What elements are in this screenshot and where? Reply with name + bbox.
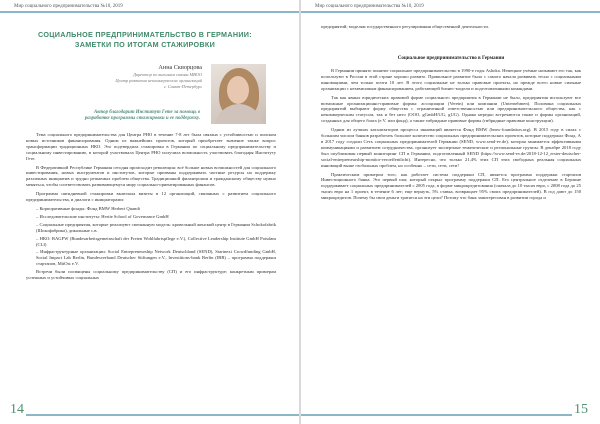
article-body-continued (321, 24, 581, 33)
footer-rule (26, 414, 299, 416)
author-city: г. Санкт-Петербург (163, 83, 202, 89)
author-block (100, 64, 202, 89)
paragraph: Встречи были посвящены социальному предпринимательству (СП) и его инфраструктуре; конкретным примерам успешных и устойчивых социальных (26, 269, 276, 281)
author-photo (211, 64, 266, 124)
ack-line-2: разработке программы стажировки и ее поддержку. (84, 116, 200, 122)
page-number: 15 (574, 402, 588, 417)
author-name: Анна Скворцова (158, 64, 202, 71)
list-item: – Инфраструктурные организации: Social Entrepreneurship Network Deutschland (SEND), Startnext Crowdfunding GmbH, Social Impact Lab Berlin, Bundesverband Deutscher Stiftungen e.V., Investitions-bank Berlin (IBB) – программа поддержки стартапов, MitOst e.V. (36, 249, 276, 267)
paragraph: Тема социального предпринимательства для Центра РНО в течение 7-8 лет была связана с устойчивостью и поиском новых источников финансирования. Одним из важнейших проектов, который приобретает значение также вопрос трансформации традиционных НКО. Это подтвердила стажировка в Германии по социальному предпринимательству и социальному инвестированию, в которой участвовала Центра РНО получила возможность участвовать благодаря Институту Гете. (26, 132, 276, 161)
running-head: Мир социального предпринимательства №10, 2019 (14, 4, 123, 9)
list-item: – НКО: BAGFW (Bundesarbeitsgemeinschaft der Freien Wohlfahrtspflege e.V.), Collective Leadership Institute GmbH Potsdam (CLI) (36, 235, 276, 247)
ack-line-1: Автор благодарит Институт Гете за помощь в (93, 110, 200, 115)
title-line-1: СОЦИАЛЬНОЕ ПРЕДПРИНИМАТЕЛЬСТВО В ГЕРМАНИИ: (38, 30, 252, 39)
acknowledgement (52, 110, 200, 123)
article-body-left (26, 132, 276, 284)
footer-rule (301, 414, 572, 416)
paragraph: Программа пятидневной стажировки включала визиты в 12 организаций, связанных с развитием социального предпринимательства, и диалоги с инициаторами: (26, 191, 276, 203)
list-item: – Исследовательские институты: Hertie School of Governance GmbH (36, 213, 169, 219)
right-page (301, 0, 600, 424)
paragraph: Практическим примером того, как работает система поддержки СП, является программа поддержки стартапов Инвестиционного банка. Это первый шаг, который открыл программу поддержки СП. Его центральное отделение в Берлине поддерживает социальных предпринимателей с 2005 года, в форме микрокредитования (сначала до 10 тысяч евро, с 2008 года до 25 тысяч евро на 1 проект, в течение 6 лет; еще вернуть, 5% ставка, возвращает 95% своих предпринимателей). В год дают до 150 микрокредитов. Почему бы свои деньги тратятся на эти цели? Потому что банк заинтересован в развитии города и (321, 171, 581, 201)
title-line-2: ЗАМЕТКИ ПО ИТОГАМ СТАЖИРОВКИ (74, 39, 216, 49)
page-number: 14 (10, 402, 24, 417)
paragraph: предприятий; моделям государственного регулирования общественной деятельности. (321, 24, 489, 29)
paragraph: Одним из лучших катализаторов процесса инноваций является Фонд BMW (bmw-foundation.org). В 2015 году в силах с большим числом банков разработать большое количество социальных предпринимательских проектов, которые поддержал Фонд. А в 2017 году создали Сеть социальных предпринимателей Германии (SEND, www.send-ev.de), которая занимается эффективными коммуникациями и развитием сотрудничества, организует экспертные тематические и региональные группы. В декабре 2018 году был опубликован первый мониторинг СП в Германии, подготовленный SEND (https://www.send-ev.de/2018-12-12_erster-deutscher-social-entrepreneurship-monitor-veroeffentlicht). Интересно, что только 21,4% этих СП этих свободных реальная социальных инноваций выше глобальных проблем, но особенно – сети, сети, сети! (321, 127, 581, 168)
paragraph: В Германии принято понятие социальное предпринимательство в 1990-е годы Ashoka. Немецкие учёные называют его так, как используют в России в этой стране хорошо развито. Правильное развитие было с самого начала развивать тесно с социальными инновациями, чем только почти 10 лет. В этого социальные не только правовые проекты, но прежде всего новые сильные организации с независимым финансированием, работающей бизнес-модели и подготовленными командами. (321, 68, 581, 91)
section-heading: Социальное предпринимательство в Германии (397, 56, 505, 61)
header-rule (301, 11, 600, 13)
left-page (0, 0, 299, 424)
header-rule (0, 11, 299, 13)
paragraph: В Федеративной Республике Германия сегодня происходит революция: всё больше новых возможностей для социального инвестирования, новых инструментов и институтов, которые призваны поддерживать частные ресурсы на поддержку различных инициатив и трудно решаемых проблем общества. Традиционной филантропии и гражданскому обществу нужно меняться, чтобы соответствовать развивающемуся миру социально-ориентированных финансов. (26, 164, 276, 188)
paragraph: Так как явных юридических правовой форме социального предприятия в Германии не было, предприятия используют все возможные организационно-правовые формы: ассоциации (Verein) или компании (Unternehmen). Половина социальных предприятий выбирают форму общества с ограниченной ответственностью или предпринимательского общества, как с некоммерческим статусом, так и без него (ООО, gGmbH/UG, gUG). Однако нередко встречаются также и формы организаций, созданных для общего блага (e.V. или фонд), а также гибридные правовые формы (гибридные правовые конструкции). (321, 94, 581, 124)
author-organization: Центр развития некоммерческих организаций (115, 77, 202, 83)
author-position: Директор по внешним связям МВОО (133, 72, 202, 77)
article-body-right (321, 68, 581, 204)
article-title (20, 30, 270, 49)
list-item: – Корпоративные фонды: Фонд BMW Herbert Quandt (36, 205, 140, 211)
list-item: – Социальные предприятия, которые реализуют смешанную модель: кровельный женский центр в Германии Schokofabrik (Шокофабрика), дикальные с.в. (36, 221, 276, 233)
photo-face (227, 76, 249, 104)
running-head: Мир социального предпринимательства №10, 2019 (315, 4, 424, 9)
